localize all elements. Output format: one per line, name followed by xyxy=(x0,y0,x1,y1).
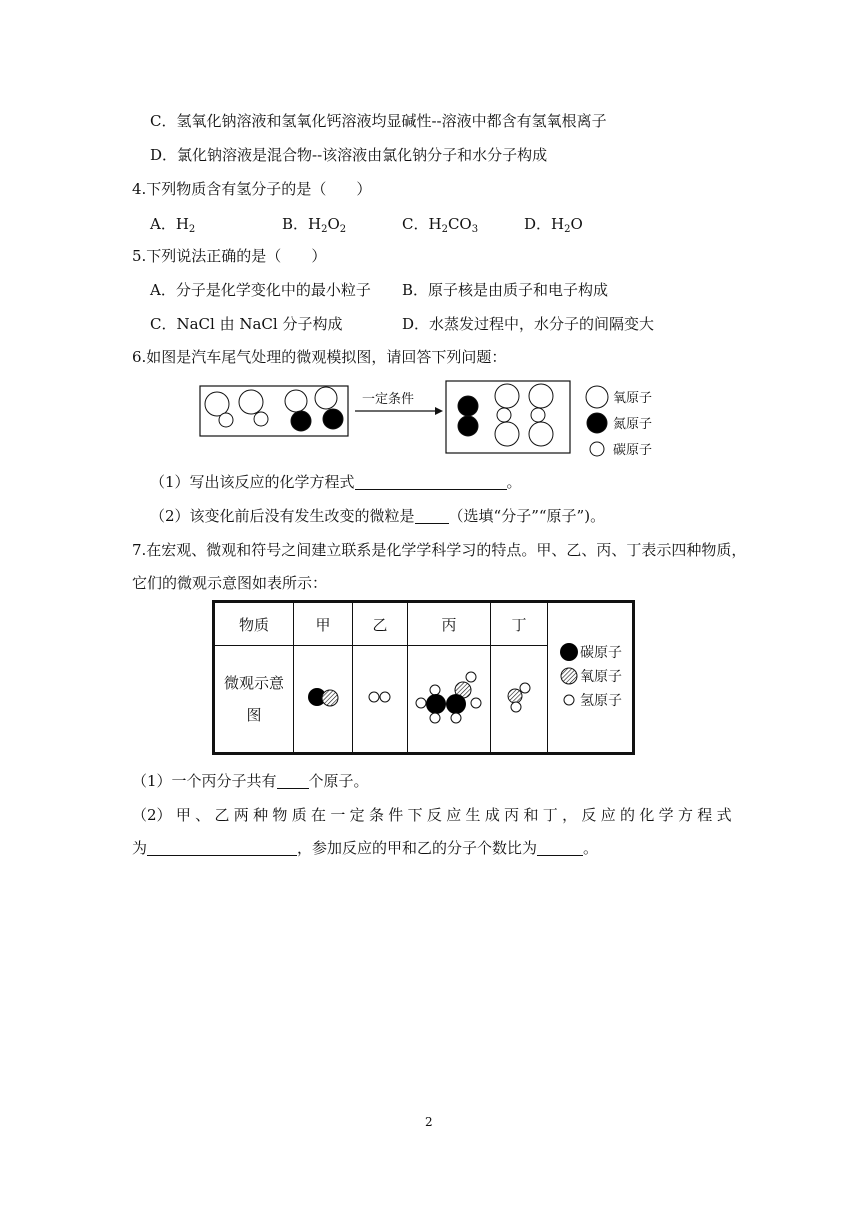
hydrogen-atom xyxy=(430,685,440,695)
molecule-jia-diagram xyxy=(303,682,343,712)
carbon-atom xyxy=(426,694,446,714)
q5-option-d: D．水蒸发过程中，水分子的间隔变大 xyxy=(402,315,655,333)
oxygen-atom xyxy=(508,689,522,703)
carbon-atom xyxy=(531,408,545,422)
oxygen-atom xyxy=(205,392,229,416)
legend-oxygen-label: 氧原子 xyxy=(613,391,653,406)
legend-nitrogen-label: 氮原子 xyxy=(613,417,653,432)
q4-option-c: C．$H_2CO_3$ xyxy=(402,215,479,235)
carbon-legend-icon xyxy=(590,442,604,456)
hydrogen-atom xyxy=(380,692,390,702)
q5-option-b: B．原子核是由质子和电子构成 xyxy=(402,281,609,299)
answer-blank[interactable] xyxy=(147,839,297,856)
hydrogen-atom xyxy=(511,702,521,712)
oxygen-atom xyxy=(529,422,553,446)
q4-option-a: A．$H_2$ xyxy=(150,215,196,235)
nitrogen-legend-icon xyxy=(587,413,607,433)
oxygen-atom xyxy=(239,390,263,414)
molecule-yi-cell xyxy=(353,646,408,754)
q4-option-b: B．$H_2O_2$ xyxy=(282,215,347,235)
q6-reaction-diagram xyxy=(195,378,675,462)
answer-blank[interactable] xyxy=(355,473,507,490)
q4-stem: 4.下列物质含有氢分子的是（ ） xyxy=(132,180,372,198)
q7-stem-line1: 7.在宏观、微观和符号之间建立联系是化学学科学习的特点。甲、乙、丙、丁表示四种物质， xyxy=(132,541,747,559)
molecule-bing-diagram xyxy=(409,665,489,729)
table-row-label: 微观示意 图 xyxy=(214,646,294,754)
hydrogen-atom xyxy=(451,713,461,723)
oxygen-atom xyxy=(495,384,519,408)
table-header-yi: 乙 xyxy=(353,602,408,646)
table-legend-cell xyxy=(548,602,634,754)
product-molecules xyxy=(458,384,553,446)
arrow-condition-label: 一定条件 xyxy=(362,392,415,407)
q4-option-d: D．$H_2O$ xyxy=(524,215,583,235)
legend-hydrogen: 氢原子 xyxy=(558,688,622,712)
q5-option-a: A．分子是化学变化中的最小粒子 xyxy=(150,281,371,299)
nitrogen-atom xyxy=(458,396,478,416)
hydrogen-atom xyxy=(430,713,440,723)
nitrogen-atom xyxy=(291,411,311,431)
q6-sub2: （2）该变化前后没有发生改变的微粒是 （选填“分子”“原子”)。 xyxy=(150,507,606,525)
q6-stem: 6.如图是汽车尾气处理的微观模拟图，请回答下列问题： xyxy=(132,348,507,366)
molecule-bing-cell xyxy=(408,646,491,754)
oxygen-atom xyxy=(322,690,338,706)
q5-option-c: C．NaCl 由 NaCl 分子构成 xyxy=(150,315,343,333)
q7-sub1: （1）一个丙分子共有 个原子。 xyxy=(132,772,369,790)
carbon-atom xyxy=(219,413,233,427)
table-header-bing: 丙 xyxy=(408,602,491,646)
q3-option-d: D．氯化钠溶液是混合物--该溶液由氯化钠分子和水分子构成 xyxy=(150,146,548,164)
molecule-ding-cell xyxy=(491,646,548,754)
carbon-atom xyxy=(497,408,511,422)
reactant-molecules xyxy=(205,387,343,431)
arrow-head xyxy=(435,407,443,415)
oxygen-atom xyxy=(285,390,307,412)
hydrogen-atom xyxy=(369,692,379,702)
molecule-yi-diagram xyxy=(363,687,397,707)
legend-carbon-label: 碳原子 xyxy=(613,443,653,458)
q6-legend xyxy=(586,386,652,458)
answer-blank[interactable] xyxy=(537,839,583,856)
q7-sub2-line2: 为 ，参加反应的甲和乙的分子个数比为 。 xyxy=(132,839,599,857)
molecule-jia-cell xyxy=(294,646,353,754)
oxygen-legend-icon xyxy=(586,386,608,408)
oxygen-legend-icon xyxy=(558,665,580,687)
q7-sub2-line1: （2） 甲 、 乙 两 种 物 质 在 一 定 条 件 下 反 应 生 成 丙 和 丁 ， 反 应 的 化 学 方 程 式 xyxy=(132,806,732,824)
table-header-jia: 甲 xyxy=(294,602,353,646)
q6-sub1: （1）写出该反应的化学方程式 。 xyxy=(150,473,522,491)
table-header-ding: 丁 xyxy=(491,602,548,646)
answer-blank[interactable] xyxy=(277,772,309,789)
oxygen-atom xyxy=(315,387,337,409)
carbon-atom xyxy=(254,412,268,426)
nitrogen-atom xyxy=(458,416,478,436)
molecule-ding-diagram xyxy=(501,679,537,715)
q5-stem: 5.下列说法正确的是（ ） xyxy=(132,247,327,265)
carbon-atom xyxy=(446,694,466,714)
oxygen-atom xyxy=(495,422,519,446)
hydrogen-atom xyxy=(416,698,426,708)
hydrogen-legend-icon xyxy=(558,689,580,711)
page-number: 2 xyxy=(425,1115,433,1129)
q3-option-c: C．氢氧化钠溶液和氢氧化钙溶液均显碱性--溶液中都含有氢氧根离子 xyxy=(150,112,607,130)
oxygen-atom xyxy=(529,384,553,408)
hydrogen-atom xyxy=(520,683,530,693)
legend-oxygen: 氧原子 xyxy=(558,664,622,688)
q7-stem-line2: 它们的微观示意图如表所示： xyxy=(132,574,328,592)
table-header-label: 物质 xyxy=(214,602,294,646)
hydrogen-atom xyxy=(466,672,476,682)
answer-blank[interactable] xyxy=(415,507,449,524)
q7-table xyxy=(212,600,635,755)
carbon-legend-icon xyxy=(558,641,580,663)
hydrogen-atom xyxy=(471,698,481,708)
nitrogen-atom xyxy=(323,409,343,429)
legend-carbon: 碳原子 xyxy=(558,640,622,664)
